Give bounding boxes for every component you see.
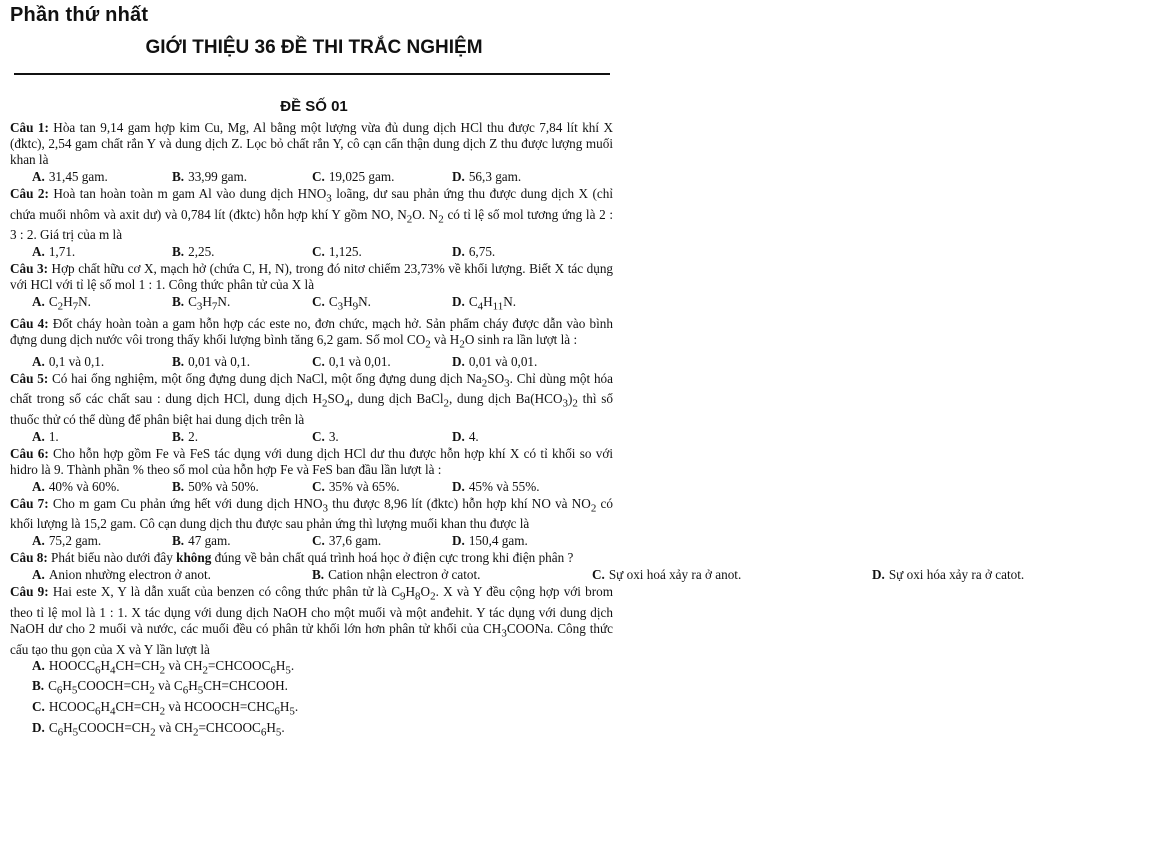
question-text: Cho m gam Cu phản ứng hết với dung dịch $HNO_3$ thu được 8,96 lít (đktc) hỗn hợp khí NO và $NO_2$ có khối lượng là 15,2 gam. Cô cạn dung dịch thu được sau phản ứng thì lượng muối khan thu được là bbox=[10, 495, 613, 532]
option-letter: B. bbox=[172, 533, 185, 549]
answer-option-a bbox=[32, 294, 172, 315]
answer-option-b bbox=[312, 567, 592, 583]
option-text: 45% và 55%. bbox=[468, 478, 540, 494]
option-letter: C. bbox=[312, 478, 325, 494]
question-label: Câu 6: bbox=[10, 445, 49, 461]
answer-option-d bbox=[452, 244, 592, 260]
answer-option-b bbox=[172, 533, 312, 549]
option-letter: D. bbox=[452, 478, 465, 494]
option-letter: A. bbox=[32, 244, 45, 260]
question-8 bbox=[10, 550, 1025, 583]
option-letter: C. bbox=[312, 169, 325, 184]
question-7 bbox=[10, 496, 613, 550]
question-text: Đốt cháy hoàn toàn a gam hỗn hợp các este no, đơn chức, mạch hở. Sản phẩm cháy được dẫn vào bình đựng dung dịch nước vôi trong thấy khối lượng bình tăng 6,2 gam. Số mol $CO_2$ và $H_2O$ sinh ra lần lượt là : bbox=[10, 315, 613, 351]
option-letter: B. bbox=[32, 678, 45, 694]
question-label: Câu 8: bbox=[10, 550, 48, 566]
question-stem bbox=[10, 496, 613, 533]
option-letter: B. bbox=[172, 428, 185, 444]
option-text: 56,3 gam. bbox=[468, 169, 522, 184]
question-text: Cho hỗn hợp gồm Fe và FeS tác dụng với dung dịch HCl dư thu được hỗn hợp khí X có tỉ khối so với hidro là 9. Thành phần % theo số mol của hỗn hợp Fe và FeS ban đầu lần lượt là : bbox=[10, 445, 613, 477]
option-letter: D. bbox=[452, 244, 465, 260]
option-letter: A. bbox=[32, 169, 45, 184]
option-text: 40% và 60%. bbox=[48, 478, 120, 494]
answer-option-b bbox=[172, 244, 312, 260]
answer-options bbox=[10, 533, 613, 549]
answer-option-c bbox=[312, 244, 452, 260]
option-letter: A. bbox=[32, 294, 45, 310]
answer-option-b bbox=[172, 169, 312, 185]
option-letter: C. bbox=[312, 294, 325, 310]
option-text: 150,4 gam. bbox=[468, 533, 528, 549]
question-5 bbox=[10, 371, 613, 445]
answer-option-d bbox=[452, 479, 592, 495]
option-text: 33,99 gam. bbox=[188, 169, 248, 184]
question-stem bbox=[10, 186, 613, 243]
option-text: 2. bbox=[188, 428, 198, 444]
question-stem bbox=[10, 371, 613, 428]
part-heading: Phần thứ nhất bbox=[10, 4, 149, 26]
answer-option-c bbox=[312, 169, 452, 185]
option-text: 47 gam. bbox=[188, 533, 231, 549]
question-text: Có hai ống nghiệm, một ống đựng dung dịch NaCl, một ống đựng dung dịch $Na_2SO_3$. Chỉ dùng một hóa chất trong số các chất sau : dung dịch HCl, dung dịch $H_2SO_4$, dung dịch BaCl$_2$, dung dịch $Ba(HCO_3)_2$ thì số thuốc thử có thể dùng để phân biệt hai dung dịch trên là bbox=[10, 370, 613, 427]
answer-option-a bbox=[32, 567, 312, 583]
option-letter: D. bbox=[452, 294, 465, 310]
option-text: 31,45 gam. bbox=[48, 169, 108, 184]
option-letter: D. bbox=[452, 533, 465, 549]
option-text: 37,6 gam. bbox=[328, 533, 382, 549]
answer-options bbox=[10, 169, 613, 185]
question-text: Hoà tan hoàn toàn m gam Al vào dung dịch $HNO_3$ loãng, dư sau phản ứng thu được dung dịch X (chỉ chứa muối nhôm và axit dư) và 0,784 lít (đktc) hỗn hợp khí Y gồm NO, $N_2O$. $N_2$ có tỉ lệ số mol tương ứng là 2 : 3 : 2. Giá trị của m là bbox=[10, 186, 614, 243]
option-letter: A. bbox=[32, 478, 45, 494]
answer-option-b bbox=[172, 479, 312, 495]
option-letter: D. bbox=[452, 169, 465, 184]
option-text: $C_2H_7N$. bbox=[48, 294, 91, 313]
option-text: 19,025 gam. bbox=[328, 169, 395, 184]
option-letter: B. bbox=[172, 294, 185, 310]
question-text: Hòa tan 9,14 gam hợp kim Cu, Mg, Al bằng một lượng vừa đủ dung dịch HCl thu được 7,84 lít khí X (đktc), 2,54 gam chất rắn Y và dung dịch Z. Lọc bỏ chất rắn Y, cô cạn cẩn thận dung dịch Z thu được lượng muối khan là bbox=[10, 120, 613, 167]
question-stem bbox=[10, 446, 613, 478]
answer-option-b bbox=[172, 354, 312, 370]
option-text: 0,1 và 0,01. bbox=[328, 353, 391, 369]
answer-options bbox=[10, 294, 613, 315]
question-label: Câu 2: bbox=[10, 186, 49, 201]
option-letter: C. bbox=[592, 567, 605, 583]
answer-option-a bbox=[32, 354, 172, 370]
answer-option-a bbox=[32, 479, 172, 495]
answer-option-d bbox=[452, 169, 592, 185]
title-divider bbox=[14, 73, 610, 75]
question-label: Câu 5: bbox=[10, 370, 49, 386]
option-text: Sự oxi hóa xảy ra ở catot. bbox=[888, 567, 1025, 583]
question-list bbox=[10, 120, 1025, 740]
option-letter: A. bbox=[32, 353, 45, 369]
answer-option-c bbox=[32, 699, 613, 720]
option-text: $HCOOC_6H_4CH=CH_2$ và $HCOOCH=CHC_6H_5$. bbox=[48, 699, 299, 718]
question-stem bbox=[10, 584, 613, 657]
question-3 bbox=[10, 261, 613, 315]
option-text: $C_6H_5COOCH=CH_2$ và $CH_2=CHCOOC_6H_5$. bbox=[48, 719, 285, 739]
answer-option-d bbox=[872, 567, 1152, 583]
question-label: Câu 4: bbox=[10, 315, 49, 331]
option-letter: D. bbox=[452, 428, 465, 444]
answer-option-a bbox=[32, 658, 613, 679]
option-letter: C. bbox=[32, 699, 45, 715]
answer-option-c bbox=[592, 567, 872, 583]
answer-option-d bbox=[452, 354, 592, 370]
option-letter: B. bbox=[172, 244, 185, 260]
answer-option-c bbox=[312, 354, 452, 370]
answer-option-d bbox=[452, 533, 592, 549]
answer-option-c bbox=[312, 429, 452, 445]
answer-option-c bbox=[312, 294, 452, 315]
question-2 bbox=[10, 186, 613, 260]
option-text: $C_6H_5COOCH=CH_2$ và $C_6H_5CH=CHCOOH$. bbox=[48, 678, 288, 698]
question-6 bbox=[10, 446, 613, 495]
option-text: Cation nhận electron ở catot. bbox=[328, 567, 481, 583]
option-letter: D. bbox=[32, 719, 45, 735]
option-text: 4. bbox=[468, 428, 479, 444]
answer-options bbox=[10, 658, 613, 741]
question-label: Câu 1: bbox=[10, 120, 49, 135]
option-text: 0,1 và 0,1. bbox=[48, 353, 105, 369]
option-letter: A. bbox=[32, 428, 45, 444]
option-letter: D. bbox=[872, 567, 885, 583]
answer-option-c bbox=[312, 533, 452, 549]
answer-option-b bbox=[32, 678, 613, 699]
option-letter: D. bbox=[452, 353, 465, 369]
exam-title: ĐỀ SỐ 01 bbox=[280, 98, 348, 115]
question-1 bbox=[10, 120, 613, 185]
option-text: 1,71. bbox=[48, 244, 76, 260]
question-stem bbox=[10, 261, 613, 293]
question-stem bbox=[10, 316, 613, 353]
question-label: Câu 7: bbox=[10, 495, 49, 511]
option-letter: C. bbox=[312, 533, 325, 549]
option-text: 75,2 gam. bbox=[48, 533, 102, 549]
answer-option-a bbox=[32, 429, 172, 445]
answer-options bbox=[10, 354, 613, 370]
option-text: Anion nhường electron ở anot. bbox=[48, 567, 211, 583]
option-text: 1. bbox=[48, 428, 59, 444]
answer-option-d bbox=[32, 720, 613, 741]
question-text: Hợp chất hữu cơ X, mạch hở (chứa C, H, N), trong đó nitơ chiếm 23,73% về khối lượng. Biết X tác dụng với HCl với tỉ lệ số mol 1 : 1. Công thức phân tử của X là bbox=[10, 261, 614, 293]
option-letter: B. bbox=[172, 478, 185, 494]
answer-option-c bbox=[312, 479, 452, 495]
option-text: 3. bbox=[328, 428, 339, 444]
option-letter: C. bbox=[312, 353, 325, 369]
answer-option-b bbox=[172, 429, 312, 445]
option-letter: B. bbox=[172, 353, 185, 369]
answer-option-b bbox=[172, 294, 312, 315]
answer-option-a bbox=[32, 169, 172, 185]
option-text: $C_3H_7N$. bbox=[188, 294, 231, 313]
option-text: 2,25. bbox=[188, 244, 215, 260]
answer-options bbox=[10, 567, 1025, 583]
answer-option-a bbox=[32, 244, 172, 260]
answer-options bbox=[10, 429, 613, 445]
option-letter: A. bbox=[32, 533, 45, 549]
answer-option-d bbox=[452, 294, 592, 315]
option-text: Sự oxi hoá xảy ra ở anot. bbox=[608, 567, 742, 583]
option-letter: A. bbox=[32, 567, 45, 583]
answer-options bbox=[10, 244, 613, 260]
option-text: $C_3H_9N$. bbox=[328, 294, 371, 313]
question-stem bbox=[10, 550, 613, 566]
question-4 bbox=[10, 316, 613, 370]
question-text: Hai este X, Y là dẫn xuất của benzen có công thức phân tử là $C_9H_8O_2$. X và Y đều cộng hợp với brom theo tỉ lệ mol là 1 : 1. X tác dụng với dung dịch NaOH cho một muối và một anđehit. Y tác dụng với dung dịch NaOH dư cho 2 muối và nước, các muối đều có phân tử khối lớn hơn phân tử khối của $CH_3COONa$. Công thức cấu tạo thu gọn của X và Y lần lượt là bbox=[10, 584, 613, 657]
option-letter: B. bbox=[172, 169, 185, 184]
option-text: 0,01 và 0,1. bbox=[188, 353, 250, 369]
option-text: $C_4H_{11}N$. bbox=[468, 294, 517, 313]
book-title: GIỚI THIỆU 36 ĐỀ THI TRẮC NGHIỆM bbox=[145, 37, 483, 58]
option-text: 35% và 65%. bbox=[328, 478, 400, 494]
option-letter: A. bbox=[32, 657, 45, 673]
option-text: $HOOCC_6H_4CH=CH_2$ và $CH_2=CHCOOC_6H_5$. bbox=[48, 657, 295, 677]
question-label: Câu 3: bbox=[10, 261, 48, 277]
option-letter: C. bbox=[312, 244, 325, 260]
option-text: 50% và 50%. bbox=[188, 478, 259, 494]
option-text: 6,75. bbox=[468, 244, 496, 260]
option-letter: C. bbox=[312, 428, 325, 444]
option-text: 1,125. bbox=[328, 244, 362, 260]
answer-option-a bbox=[32, 533, 172, 549]
question-text: Phát biểu nào dưới đây không đúng về bản chất quá trình hoá học ở điện cực trong khi điện phân ? bbox=[47, 550, 574, 566]
option-letter: B. bbox=[312, 567, 325, 583]
option-text: 0,01 và 0,01. bbox=[468, 353, 538, 369]
question-label: Câu 9: bbox=[10, 584, 49, 600]
answer-options bbox=[10, 479, 613, 495]
question-stem bbox=[10, 120, 613, 168]
answer-option-d bbox=[452, 429, 592, 445]
question-9 bbox=[10, 584, 613, 740]
